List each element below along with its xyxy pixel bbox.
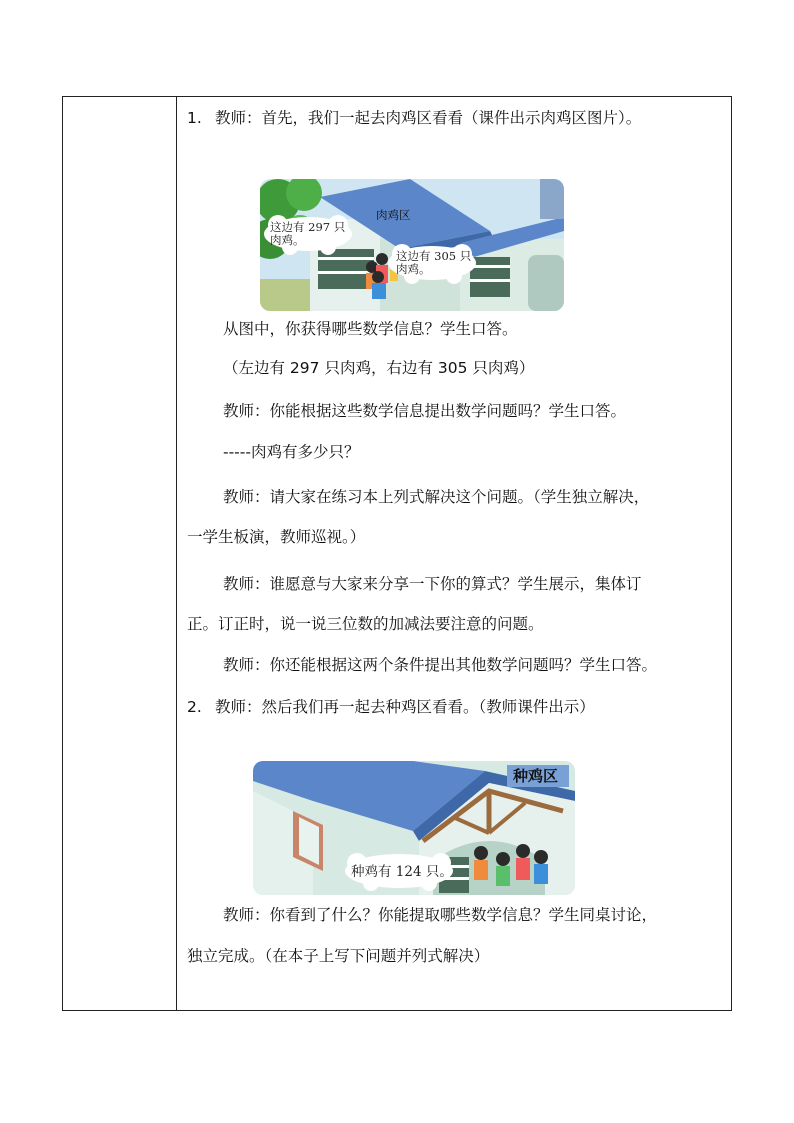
answer-info-line: （左边有 297 只肉鸡，右边有 305 只肉鸡） xyxy=(223,359,535,377)
right-bubble-line-2: 肉鸡。 xyxy=(396,262,431,276)
discussion-line-1: 教师：你看到了什么？你能提取哪些数学信息？学生同桌讨论， xyxy=(223,906,658,924)
breeder-area-scene xyxy=(253,761,575,895)
left-bubble-line-2: 肉鸡。 xyxy=(270,233,305,247)
right-bubble-line-1: 这边有 305 只 xyxy=(396,249,472,263)
step-2-text: 教师：然后我们再一起去种鸡区看看。（教师课件出示） xyxy=(215,698,595,716)
teacher-question-line: 教师：你能根据这些数学信息提出数学问题吗？学生口答。 xyxy=(223,402,627,420)
step-1-number: 1. xyxy=(187,109,202,127)
exercise-line-1: 教师：请大家在练习本上列式解决这个问题。（学生独立解决， xyxy=(223,488,650,506)
breeder-area-illustration xyxy=(253,761,575,895)
step-1-text: 教师：首先，我们一起去肉鸡区看看（课件出示肉鸡区图片）。 xyxy=(215,109,642,127)
exercise-line-2: 一学生板演，教师巡视。） xyxy=(187,528,366,546)
step-2-line xyxy=(187,697,595,717)
student-question-line: -----肉鸡有多少只？ xyxy=(223,443,360,461)
more-questions-line: 教师：你还能根据这两个条件提出其他数学问题吗？学生口答。 xyxy=(223,656,658,674)
broiler-area-scene xyxy=(260,179,564,311)
broiler-area-label: 肉鸡区 xyxy=(376,208,411,222)
broiler-area-illustration xyxy=(260,179,564,311)
share-line-2: 正。订正时，说一说三位数的加减法要注意的问题。 xyxy=(187,615,544,633)
left-bubble-line-1: 这边有 297 只 xyxy=(270,220,346,234)
question-info-line: 从图中，你获得哪些数学信息？学生口答。 xyxy=(223,320,518,338)
step-2-number: 2. xyxy=(187,698,202,716)
breeder-area-label: 种鸡区 xyxy=(513,767,559,785)
discussion-line-2: 独立完成。（在本子上写下问题并列式解决） xyxy=(187,947,490,965)
share-line-1: 教师：谁愿意与大家来分享一下你的算式？学生展示，集体订 xyxy=(223,575,642,593)
lesson-table xyxy=(62,96,732,1011)
content-cell xyxy=(187,97,731,1010)
step-1-line xyxy=(187,108,641,128)
breeder-bubble-text: 种鸡有 124 只。 xyxy=(351,864,453,880)
left-column-cell xyxy=(63,97,177,1010)
